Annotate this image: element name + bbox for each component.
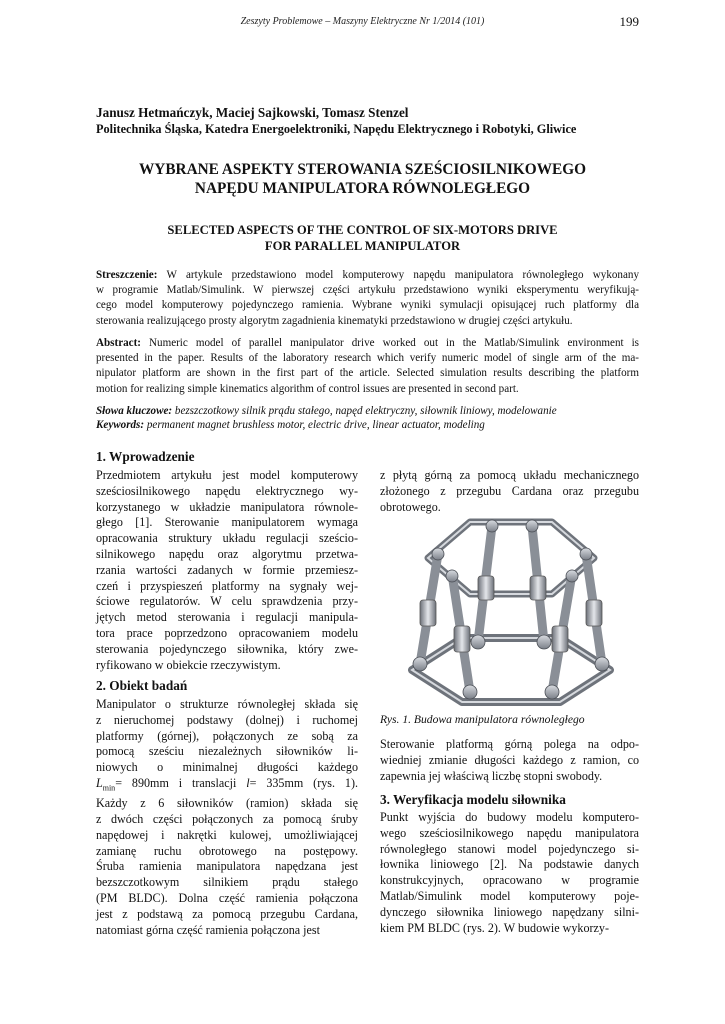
- text-line: Punkt wyjścia do budowy modelu komputero-: [380, 810, 639, 824]
- motor-block: [530, 576, 546, 600]
- column2-mid-text: [380, 737, 639, 784]
- text-line: tora prace poprzedzono opracowaniem modelu: [96, 625, 358, 640]
- text-line: pomocą sześciu niezależnych siłowników li-: [96, 744, 358, 759]
- text-line: wiedniej zmianie długości każdego z ramion, co: [380, 752, 639, 767]
- joint: [595, 657, 609, 671]
- text-line: sterowania pojedynczego siłownika, który zwe-: [96, 641, 358, 656]
- formula-line: [96, 776, 358, 796]
- motor-block: [552, 626, 568, 652]
- joint: [446, 570, 458, 582]
- text-line: Sterowanie platformą górną polega na odpo-: [380, 737, 639, 751]
- section-heading: 2. Obiekt badań: [96, 678, 188, 693]
- streszczenie-paragraph: [96, 268, 639, 329]
- title-english-line: SELECTED ASPECTS OF THE CONTROL OF SIX-MOTORS DRIVE: [167, 223, 558, 237]
- keywords-english-text: permanent magnet brushless motor, electric drive, linear actuator, modeling: [144, 419, 485, 431]
- figure-caption: Rys. 1. Budowa manipulatora równoległego: [380, 713, 585, 726]
- motor-block: [478, 576, 494, 600]
- section3-body: [380, 810, 639, 936]
- title-english: [0, 222, 725, 254]
- text-line: nipulator platform are shown in the first part of the article. Selected simulation results describing the platform: [96, 367, 639, 380]
- affiliation: Politechnika Śląska, Katedra Energoelektroniki, Napędu Elektrycznego i Robotyki, Gliwice: [96, 122, 577, 136]
- text-line: natomiast górna część ramienia połączona jest: [96, 922, 320, 937]
- text-line: jętych metod sterowania i regulacji manipula-: [96, 610, 358, 625]
- text-span: = 335mm (rys. 1).: [249, 775, 358, 790]
- keywords-polish: [96, 404, 557, 419]
- text-line: jest z podstawą za pomocą przegubu Cardana,: [96, 906, 358, 921]
- motor-block: [420, 600, 436, 626]
- text-line: wego sześciosilnikowego napędu manipulatora: [380, 825, 639, 840]
- motor-block: [586, 600, 602, 626]
- section-heading: 3. Weryfikacja modelu siłownika: [380, 792, 566, 807]
- text-line: w programie Matlab/Simulink. W pierwszej części artykułu przedstawiono wyniki eksperymentu weryfikują-: [96, 284, 639, 297]
- text-line: sterowania realizującego prosty algorytm zagadnienia kinematyki przedstawiono w drugiej części artykułu.: [96, 314, 573, 327]
- text-line: bezszczotkowym silnikiem prądu stałego: [96, 875, 358, 890]
- running-header: Zeszyty Problemowe – Maszyny Elektryczne Nr 1/2014 (101): [240, 16, 485, 27]
- text-span: Numeric model of parallel manipulator drive worked out in the Matlab/Simulink environment is: [140, 337, 639, 349]
- text-line: z nieruchomej podstawy (dolnej) i ruchomej: [96, 712, 358, 727]
- text-line: napędowej i nakrętki kulowej, umożliwiającej: [96, 827, 358, 842]
- text-line: złożonego z przegubu Cardana oraz przegubu: [380, 483, 639, 498]
- text-line: motion for realizing simple kinematics algorithm of control issues are presented in second part.: [96, 382, 519, 395]
- text-line: rzania wartości zadanych w formie przemiesz-: [96, 562, 358, 577]
- text-line: niowych o minimalnej długości każdego: [96, 760, 358, 775]
- text-line: sześciosilnikowego napędu elektrycznego wy-: [96, 483, 358, 498]
- text-line: czeń i przyspieszeń platformy na sygnały wej-: [96, 578, 358, 593]
- section-heading: 1. Wprowadzenie: [96, 449, 195, 464]
- text-line: platformy (górnej), połączonych ze sobą za: [96, 728, 358, 743]
- text-line: Matlab/Simulink model komputerowy poje-: [380, 888, 639, 903]
- motor-block: [454, 626, 470, 652]
- section1-body: [96, 468, 358, 673]
- text-line: łownika liniowego [2]. Na podstawie danych: [380, 857, 639, 872]
- text-line: Każdy z 6 siłowników (ramion) składa się: [96, 796, 358, 811]
- title-polish-line: WYBRANE ASPEKTY STEROWANIA SZEŚCIOSILNIKOWEGO: [139, 161, 586, 178]
- keywords-polish-text: bezszczotkowy silnik prądu stałego, napęd elektryczny, siłownik liniowy, modelowanie: [172, 405, 557, 417]
- symbol-l: l: [246, 775, 250, 790]
- title-english-line: FOR PARALLEL MANIPULATOR: [264, 239, 461, 253]
- title-polish-line: NAPĘDU MANIPULATORA RÓWNOLEGŁEGO: [194, 180, 531, 197]
- title-polish: [0, 160, 725, 198]
- joint: [471, 635, 485, 649]
- text-line: dynczego siłownika liniowego napędzany silni-: [380, 904, 639, 919]
- text-line: presented in the paper. Results of the laboratory research which verify numeric model of single arm of the ma-: [96, 352, 639, 365]
- joint: [432, 548, 444, 560]
- text-line: z płytą górną za pomocą układu mechanicznego: [380, 468, 639, 482]
- bottom-base: [412, 638, 610, 702]
- keywords-english: [96, 418, 485, 433]
- text-line: Śruba ramienia manipulatora napędzana jest: [96, 859, 358, 874]
- text-span: W artykule przedstawiono model komputerowy napędu manipulatora równoległego wykonany: [157, 269, 639, 281]
- text-line: Przedmiotem artykułu jest model komputerowy: [96, 468, 358, 482]
- text-line: opracowania struktury układu regulacji sześcio-: [96, 531, 358, 546]
- joint: [545, 685, 559, 699]
- joint: [526, 520, 538, 532]
- section2-body: [96, 697, 358, 938]
- page-number: 199: [619, 14, 639, 29]
- text-line: kiem PM BLDC (rys. 2). W budowie wykorzy-: [380, 920, 609, 935]
- text-line: [96, 336, 639, 351]
- joint: [566, 570, 578, 582]
- text-line: zamianę ruchu obrotowego na postępowy.: [96, 843, 358, 858]
- text-line: (PM BLDC). Dolna część ramienia połączona: [96, 890, 358, 905]
- text-line: głego [1]. Sterowanie manipulatorem wymaga: [96, 515, 358, 530]
- joint: [413, 657, 427, 671]
- joint: [580, 548, 592, 560]
- text-line: ryfikowano w obiekcie rzeczywistym.: [96, 657, 281, 672]
- column2-top-text: [380, 468, 639, 515]
- text-line: [96, 268, 639, 283]
- text-line: równoległego stanowi model pojedynczego si-: [380, 841, 639, 856]
- text-line: konstrukcyjnych, opracowano w programie: [380, 873, 639, 888]
- joint: [486, 520, 498, 532]
- text-line: Manipulator o strukturze równoległej składa się: [96, 697, 358, 711]
- text-line: korzystanego w układzie manipulatora równole-: [96, 499, 358, 514]
- subscript-min: min: [102, 783, 116, 793]
- text-line: zapewnia jej właściwą liczbę stopni swobody.: [380, 768, 603, 783]
- text-line: ściowe regulatorów. W celu sprawdzenia przy-: [96, 594, 358, 609]
- authors: Janusz Hetmańczyk, Maciej Sajkowski, Tomasz Stenzel: [96, 105, 409, 120]
- keywords-polish-label: Słowa kluczowe:: [96, 405, 173, 417]
- parallel-manipulator-figure: [382, 514, 640, 708]
- abstract-paragraph: [96, 336, 639, 397]
- abstract-label: Abstract:: [96, 337, 141, 349]
- streszczenie-label: Streszczenie:: [96, 269, 158, 281]
- text-span: = 890mm i translacji: [115, 775, 247, 790]
- joint: [537, 635, 551, 649]
- symbol-L: L: [96, 775, 103, 790]
- text-line: z dwóch części połączonych za pomocą śruby: [96, 811, 358, 826]
- text-line: obrotowego.: [380, 499, 441, 514]
- text-line: silnikowego napędu oraz algorytmu przetwa-: [96, 546, 358, 561]
- joint: [463, 685, 477, 699]
- keywords-english-label: Keywords:: [96, 419, 145, 431]
- text-line: cego model komputerowy pojedynczego ramienia. Wybrane wyniki symulacji opisującej ruch platformy dla: [96, 299, 639, 312]
